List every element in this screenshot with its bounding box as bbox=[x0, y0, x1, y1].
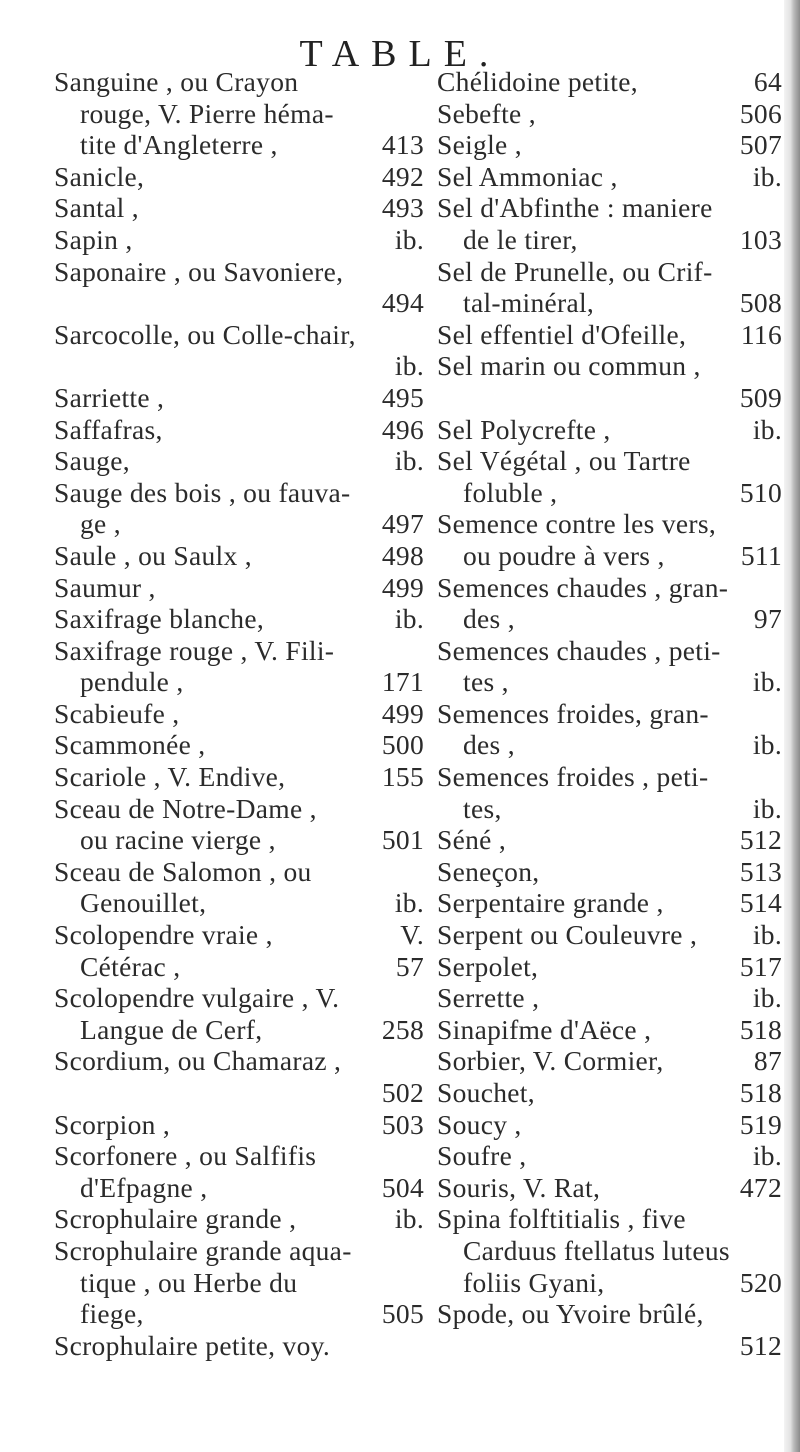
index-entry bbox=[437, 161, 782, 193]
entry-text: Sanguine , ou Crayon bbox=[54, 66, 299, 97]
index-entry bbox=[437, 508, 782, 571]
entry-line bbox=[437, 635, 782, 667]
entry-text: Spode, ou Yvoire brûlé, bbox=[437, 1298, 704, 1330]
index-entry bbox=[54, 382, 424, 414]
entry-text: Scabieufe , bbox=[54, 697, 180, 729]
entry-text: Saxifrage rouge , V. Fili- bbox=[54, 634, 335, 666]
index-entry bbox=[437, 350, 782, 413]
entry-text: tal-minéral, bbox=[463, 287, 595, 319]
index-entry bbox=[437, 1203, 782, 1298]
entry-text: Sel de Prunelle, ou Crif- bbox=[437, 255, 713, 287]
index-entry bbox=[54, 540, 424, 572]
entry-text: rouge, V. Pierre héma- bbox=[80, 97, 334, 129]
page-reference: ib. bbox=[394, 350, 424, 382]
entry-line bbox=[54, 1267, 424, 1299]
index-entry bbox=[437, 698, 782, 761]
entry-line bbox=[437, 1235, 782, 1267]
entry-line bbox=[437, 414, 782, 446]
page-reference: 519 bbox=[739, 1108, 782, 1140]
index-entry bbox=[54, 161, 424, 193]
entry-text: foliis Gyani, bbox=[463, 1266, 605, 1298]
index-entry bbox=[54, 1045, 424, 1108]
entry-line bbox=[54, 256, 424, 288]
entry-line bbox=[54, 224, 424, 256]
entry-text: tique , ou Herbe du bbox=[80, 1266, 298, 1298]
entry-line bbox=[437, 887, 782, 919]
entry-line bbox=[54, 1203, 424, 1235]
entry-text: ou poudre à vers , bbox=[463, 539, 665, 571]
entry-text: Sel Ammoniac , bbox=[437, 160, 618, 192]
entry-line bbox=[54, 287, 424, 319]
entry-text: Soucy , bbox=[437, 1108, 522, 1140]
entry-text: Scariole , V. Endive, bbox=[54, 761, 286, 793]
entry-text: Saumur , bbox=[54, 571, 156, 603]
entry-text: Sapin , bbox=[54, 223, 133, 255]
index-entry bbox=[437, 1045, 782, 1077]
page-reference: 116 bbox=[740, 318, 782, 350]
page-reference: ib. bbox=[752, 160, 782, 192]
page-reference: 509 bbox=[739, 381, 782, 413]
page-reference: 512 bbox=[739, 1329, 782, 1361]
entry-line bbox=[54, 698, 424, 730]
entry-line bbox=[54, 508, 424, 540]
page-reference: 497 bbox=[381, 508, 424, 540]
page-reference: 518 bbox=[739, 1013, 782, 1045]
page-reference: 520 bbox=[739, 1266, 782, 1298]
entry-text: Saule , ou Saulx , bbox=[54, 539, 252, 571]
entry-line bbox=[437, 1330, 782, 1362]
entry-line bbox=[437, 161, 782, 193]
page-reference: ib. bbox=[394, 1203, 424, 1235]
entry-text: Sanicle, bbox=[54, 160, 145, 192]
entry-line bbox=[437, 698, 782, 730]
index-entry bbox=[54, 1203, 424, 1235]
index-entry bbox=[437, 66, 782, 98]
entry-line bbox=[54, 192, 424, 224]
entry-text: ge , bbox=[80, 508, 121, 540]
entry-line bbox=[54, 824, 424, 856]
index-entry bbox=[437, 129, 782, 161]
page-reference: 514 bbox=[739, 887, 782, 919]
page-reference: ib. bbox=[752, 666, 782, 698]
entry-text: Semences chaudes , peti- bbox=[437, 634, 721, 666]
entry-text: Sel Polycrefte , bbox=[437, 413, 611, 445]
entry-line bbox=[54, 1140, 424, 1172]
entry-text: Sel d'Abfinthe : maniere bbox=[437, 192, 713, 224]
entry-text: tes, bbox=[463, 792, 502, 824]
index-entry bbox=[54, 1140, 424, 1203]
page-reference: 510 bbox=[739, 476, 782, 508]
page-reference: 512 bbox=[739, 824, 782, 856]
entry-text: Serpolet, bbox=[437, 950, 539, 982]
entry-text: Cétérac , bbox=[80, 950, 181, 982]
page-reference: 64 bbox=[753, 66, 782, 97]
entry-text: Scammonée , bbox=[54, 729, 206, 761]
entry-text: des , bbox=[463, 729, 515, 761]
index-entry bbox=[437, 887, 782, 919]
entry-line bbox=[437, 477, 782, 509]
page-reference: 413 bbox=[381, 129, 424, 161]
index-entry bbox=[437, 98, 782, 130]
index-entry bbox=[54, 982, 424, 1045]
page-reference: 97 bbox=[753, 603, 782, 635]
page-reference: 511 bbox=[740, 539, 782, 571]
entry-text: Scrophulaire petite, voy. bbox=[54, 1329, 331, 1361]
index-entry bbox=[437, 1109, 782, 1141]
page-reference: 503 bbox=[381, 1108, 424, 1140]
entry-line bbox=[54, 982, 424, 1014]
page-reference: 508 bbox=[739, 287, 782, 319]
entry-text: des , bbox=[463, 603, 515, 635]
entry-line bbox=[54, 414, 424, 446]
index-entry bbox=[54, 414, 424, 446]
entry-text: Sauge, bbox=[54, 445, 130, 477]
entry-text: Semences froides, gran- bbox=[437, 697, 709, 729]
entry-text: Soufre , bbox=[437, 1140, 527, 1172]
entry-line bbox=[437, 1077, 782, 1109]
entry-line bbox=[437, 287, 782, 319]
index-entry bbox=[54, 761, 424, 793]
entry-text: Serpentaire grande , bbox=[437, 887, 664, 919]
entry-line bbox=[437, 793, 782, 825]
entry-line bbox=[437, 603, 782, 635]
entry-text: Seigle , bbox=[437, 129, 522, 161]
page-reference: 57 bbox=[395, 950, 424, 982]
entry-line bbox=[54, 1298, 424, 1330]
index-entry bbox=[54, 66, 424, 161]
index-entry bbox=[437, 256, 782, 319]
index-entry bbox=[437, 982, 782, 1014]
entry-line bbox=[437, 1298, 782, 1330]
entry-text: Sceau de Salomon , ou bbox=[54, 855, 312, 887]
page-reference: 492 bbox=[381, 160, 424, 192]
index-entry bbox=[54, 635, 424, 698]
page-reference: 472 bbox=[739, 1171, 782, 1203]
entry-text: Scrophulaire grande , bbox=[54, 1203, 297, 1235]
index-entry bbox=[437, 572, 782, 635]
entry-line bbox=[54, 319, 424, 351]
entry-line bbox=[437, 508, 782, 540]
entry-line bbox=[54, 729, 424, 761]
entry-text: Sauge des bois , ou fauva- bbox=[54, 476, 351, 508]
page-reference: ib. bbox=[752, 729, 782, 761]
entry-line bbox=[437, 666, 782, 698]
index-entry bbox=[54, 856, 424, 919]
page-reference: 500 bbox=[381, 729, 424, 761]
entry-line bbox=[437, 1267, 782, 1299]
entry-line bbox=[437, 224, 782, 256]
entry-line bbox=[437, 66, 782, 98]
entry-text: tite d'Angleterre , bbox=[80, 129, 278, 161]
entry-line bbox=[54, 66, 424, 98]
entry-line bbox=[54, 572, 424, 604]
index-entry bbox=[437, 445, 782, 508]
index-column-right bbox=[437, 66, 782, 1361]
entry-line bbox=[437, 572, 782, 604]
entry-text: pendule , bbox=[80, 666, 184, 698]
entry-line bbox=[54, 1172, 424, 1204]
entry-line bbox=[437, 824, 782, 856]
entry-text: Sel effentiel d'Ofeille, bbox=[437, 318, 687, 350]
index-entry bbox=[54, 192, 424, 224]
entry-text: Souchet, bbox=[437, 1077, 535, 1108]
page-reference: 504 bbox=[381, 1171, 424, 1203]
entry-line bbox=[54, 477, 424, 509]
page-reference: 499 bbox=[381, 697, 424, 729]
entry-text: d'Efpagne , bbox=[80, 1171, 208, 1203]
entry-text: Saponaire , ou Savoniere, bbox=[54, 255, 344, 287]
index-entry bbox=[54, 919, 424, 982]
entry-text: Scolopendre vulgaire , V. bbox=[54, 982, 340, 1014]
entry-text: Semences froides , peti- bbox=[437, 761, 709, 793]
entry-line bbox=[54, 951, 424, 983]
page-reference: 496 bbox=[381, 413, 424, 445]
page-reference: 517 bbox=[739, 950, 782, 982]
entry-text: Semence contre les vers, bbox=[437, 508, 717, 540]
entry-line bbox=[54, 603, 424, 635]
index-entry bbox=[437, 824, 782, 856]
index-entry bbox=[54, 1235, 424, 1330]
entry-line bbox=[54, 1077, 424, 1109]
entry-line bbox=[54, 161, 424, 193]
index-entry bbox=[437, 1014, 782, 1046]
page-reference: 505 bbox=[381, 1298, 424, 1330]
entry-line bbox=[437, 982, 782, 1014]
entry-line bbox=[437, 1014, 782, 1046]
entry-line bbox=[437, 1172, 782, 1204]
index-entry bbox=[437, 1172, 782, 1204]
entry-text: Scordium, ou Chamaraz , bbox=[54, 1045, 342, 1077]
entry-line bbox=[54, 761, 424, 793]
page-reference: 518 bbox=[739, 1077, 782, 1108]
page-reference: ib. bbox=[752, 413, 782, 445]
entry-line bbox=[437, 729, 782, 761]
page-reference: 506 bbox=[739, 97, 782, 129]
entry-line bbox=[437, 445, 782, 477]
entry-line bbox=[54, 793, 424, 825]
entry-line bbox=[54, 129, 424, 161]
entry-line bbox=[54, 382, 424, 414]
entry-line bbox=[437, 761, 782, 793]
page-reference: 499 bbox=[381, 571, 424, 603]
index-entry bbox=[54, 319, 424, 382]
entry-text: fiege, bbox=[80, 1298, 144, 1330]
entry-text: Souris, V. Rat, bbox=[437, 1171, 601, 1203]
index-entry bbox=[54, 1109, 424, 1141]
entry-line bbox=[437, 129, 782, 161]
index-entry bbox=[54, 572, 424, 604]
entry-text: de le tirer, bbox=[463, 223, 578, 255]
entry-line bbox=[54, 445, 424, 477]
entry-text: Carduus ftellatus luteus bbox=[463, 1234, 730, 1266]
entry-line bbox=[437, 1045, 782, 1077]
entry-line bbox=[54, 635, 424, 667]
entry-line bbox=[437, 1109, 782, 1141]
entry-line bbox=[54, 540, 424, 572]
page-reference: ib. bbox=[394, 603, 424, 635]
entry-line bbox=[437, 98, 782, 130]
page-binding-edge bbox=[784, 0, 800, 1452]
page-reference: 507 bbox=[739, 129, 782, 161]
entry-line bbox=[54, 1330, 424, 1362]
page-reference: 103 bbox=[739, 223, 782, 255]
index-entry bbox=[437, 414, 782, 446]
index-entry bbox=[437, 192, 782, 255]
page-reference: 501 bbox=[381, 824, 424, 856]
entry-text: Sarcocolle, ou Colle-chair, bbox=[54, 318, 356, 350]
index-entry bbox=[437, 635, 782, 698]
entry-line bbox=[54, 666, 424, 698]
index-entry bbox=[437, 919, 782, 951]
entry-line bbox=[437, 192, 782, 224]
entry-line bbox=[437, 319, 782, 351]
page-reference: ib. bbox=[752, 919, 782, 951]
page-reference: ib. bbox=[752, 982, 782, 1014]
page-reference: 502 bbox=[381, 1077, 424, 1108]
entry-line bbox=[437, 540, 782, 572]
page-header: TABLE. bbox=[299, 33, 501, 75]
page-reference: ib. bbox=[394, 445, 424, 477]
index-entry bbox=[54, 445, 424, 477]
entry-text: Semences chaudes , gran- bbox=[437, 571, 729, 603]
entry-text: Serrette , bbox=[437, 982, 540, 1014]
index-entry bbox=[437, 761, 782, 824]
index-entry bbox=[54, 793, 424, 856]
page-reference: V. bbox=[400, 919, 424, 951]
entry-line bbox=[54, 350, 424, 382]
index-entry bbox=[437, 856, 782, 888]
entry-text: Sorbier, V. Cormier, bbox=[437, 1045, 664, 1077]
entry-line bbox=[437, 951, 782, 983]
entry-text: Seneçon, bbox=[437, 855, 540, 887]
entry-text: Scorpion , bbox=[54, 1108, 171, 1140]
entry-line bbox=[54, 856, 424, 888]
entry-line bbox=[54, 1109, 424, 1141]
index-entry bbox=[54, 224, 424, 256]
index-entry bbox=[437, 1298, 782, 1361]
entry-text: ou racine vierge , bbox=[80, 824, 276, 856]
entry-line bbox=[437, 382, 782, 414]
index-entry bbox=[54, 1330, 424, 1362]
entry-text: Genouillet, bbox=[80, 887, 207, 919]
page-reference: 87 bbox=[753, 1045, 782, 1077]
entry-text: Sceau de Notre-Dame , bbox=[54, 792, 317, 824]
entry-text: Sel marin ou commun , bbox=[437, 350, 701, 382]
index-entry bbox=[437, 1077, 782, 1109]
entry-text: Santal , bbox=[54, 192, 139, 224]
page-reference: 513 bbox=[739, 855, 782, 887]
entry-text: Chélidoine petite, bbox=[437, 66, 638, 97]
entry-line bbox=[54, 1014, 424, 1046]
page-reference: 495 bbox=[381, 381, 424, 413]
entry-text: Sinapifme d'Aëce , bbox=[437, 1013, 652, 1045]
entry-line bbox=[54, 919, 424, 951]
entry-text: Saxifrage blanche, bbox=[54, 603, 265, 635]
index-entry bbox=[54, 698, 424, 730]
entry-text: Scrophulaire grande aqua- bbox=[54, 1234, 352, 1266]
index-column-left bbox=[54, 66, 424, 1361]
entry-text: Serpent ou Couleuvre , bbox=[437, 919, 698, 951]
page-reference: ib. bbox=[394, 887, 424, 919]
entry-text: Spina folftitialis , five bbox=[437, 1203, 686, 1235]
page-reference: 258 bbox=[381, 1013, 424, 1045]
page-reference: 494 bbox=[381, 287, 424, 319]
index-entry bbox=[54, 477, 424, 540]
page-reference: 171 bbox=[381, 666, 424, 698]
index-entry bbox=[437, 319, 782, 351]
index-entry bbox=[437, 951, 782, 983]
index-entry bbox=[54, 603, 424, 635]
entry-line bbox=[437, 256, 782, 288]
entry-text: Sebefte , bbox=[437, 97, 536, 129]
page-reference: ib. bbox=[752, 792, 782, 824]
entry-line bbox=[54, 1235, 424, 1267]
entry-text: Séné , bbox=[437, 824, 507, 856]
page-reference: ib. bbox=[752, 1140, 782, 1172]
entry-line bbox=[54, 1045, 424, 1077]
index-entry bbox=[54, 729, 424, 761]
entry-text: Sarriette , bbox=[54, 381, 165, 413]
entry-text: Langue de Cerf, bbox=[80, 1013, 263, 1045]
entry-text: tes , bbox=[463, 666, 509, 698]
index-entry bbox=[437, 1140, 782, 1172]
page-reference: 498 bbox=[381, 539, 424, 571]
entry-text: Scolopendre vraie , bbox=[54, 919, 273, 951]
entry-line bbox=[437, 1140, 782, 1172]
entry-line bbox=[437, 856, 782, 888]
page-reference: 493 bbox=[381, 192, 424, 224]
page-reference: ib. bbox=[394, 223, 424, 255]
entry-text: Scorfonere , ou Salfifis bbox=[54, 1140, 317, 1172]
entry-line bbox=[54, 98, 424, 130]
entry-line bbox=[54, 887, 424, 919]
entry-line bbox=[437, 350, 782, 382]
page-reference: 155 bbox=[381, 761, 424, 793]
entry-line bbox=[437, 1203, 782, 1235]
entry-text: Sel Végétal , ou Tartre bbox=[437, 445, 691, 477]
index-entry bbox=[54, 256, 424, 319]
entry-text: foluble , bbox=[463, 476, 558, 508]
entry-line bbox=[437, 919, 782, 951]
entry-text: Saffafras, bbox=[54, 413, 163, 445]
